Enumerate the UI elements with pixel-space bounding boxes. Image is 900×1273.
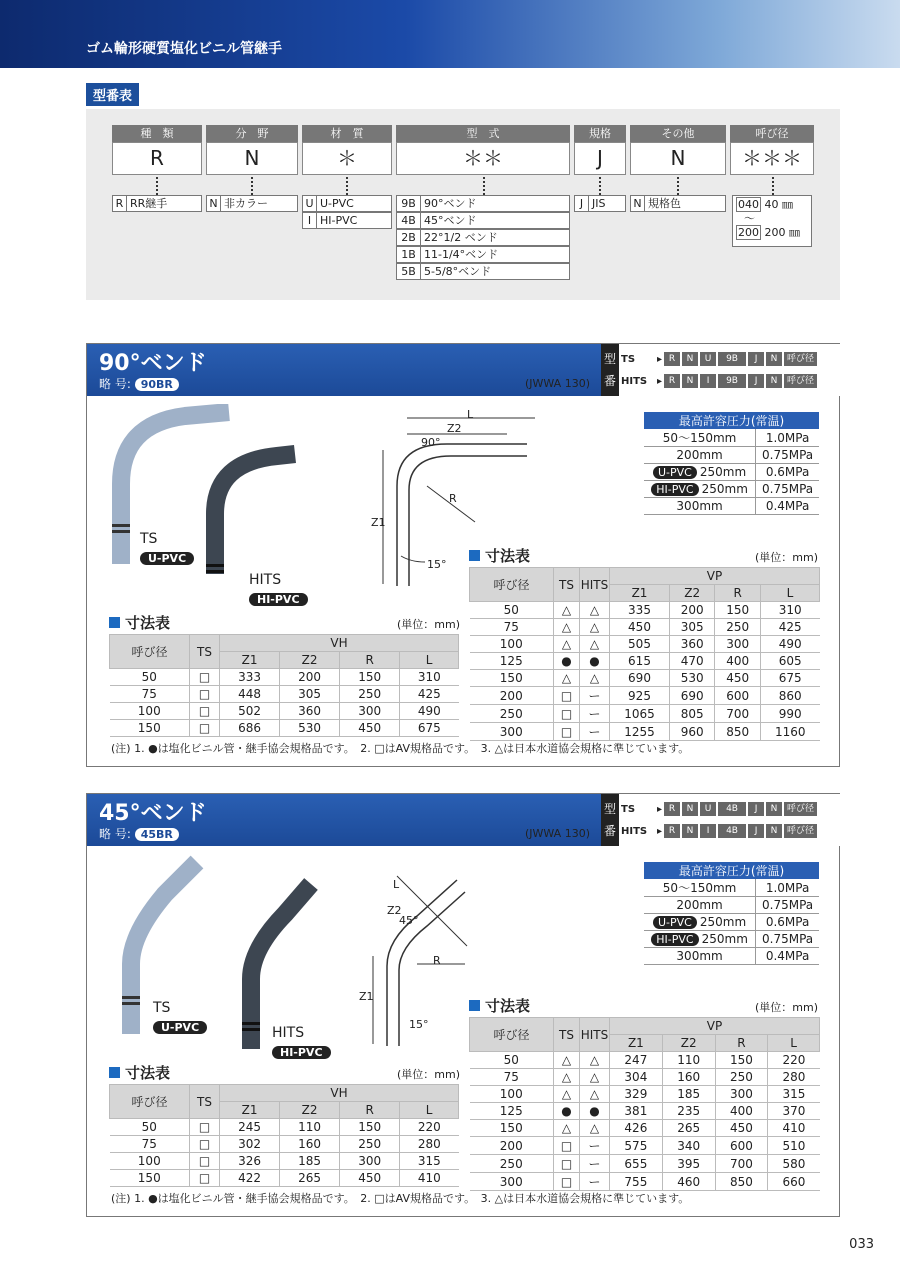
dim-angle-15: 15° (427, 558, 447, 571)
table-cell: 250 (715, 619, 760, 636)
table-cell: 410 (768, 1120, 820, 1137)
table-cell: 600 (715, 1137, 768, 1155)
table-row (110, 1119, 459, 1136)
table-cell: △ (554, 619, 580, 636)
table-cell: 450 (715, 1120, 768, 1137)
table-cell: 450 (715, 670, 760, 687)
table-cell: 329 (610, 1086, 663, 1103)
table-cell: 400 (715, 653, 760, 670)
table-cell: 300 (715, 636, 760, 653)
table-cell: □ (190, 669, 220, 686)
table-cell: 150 (715, 1052, 768, 1069)
table-cell: 850 (715, 723, 760, 741)
table-cell: 310 (760, 602, 819, 619)
table-row (470, 1137, 820, 1155)
model-code-row: TS ▸ R N U 4B J N 呼び径 (621, 800, 817, 818)
model-header: 材 質 (302, 125, 392, 142)
model-value: ＊ (302, 142, 392, 175)
table-cell: 280 (400, 1136, 459, 1153)
table-cell: □ (190, 703, 220, 720)
card-title: 90°ベンド (99, 351, 207, 376)
table-cell: 1065 (610, 705, 670, 723)
table-cell: △ (580, 1120, 610, 1137)
table-cell: 505 (610, 636, 670, 653)
table-cell: ● (580, 653, 610, 670)
table-cell: 426 (610, 1120, 663, 1137)
table-cell: □ (190, 1170, 220, 1187)
table-row (470, 653, 820, 670)
table-cell: 250 (340, 1136, 400, 1153)
table-cell: 220 (400, 1119, 459, 1136)
model-code-row: HITS ▸ R N I 4B J N 呼び径 (621, 822, 817, 840)
kata-label: 型 番 (601, 794, 619, 846)
model-value: ＊＊＊ (730, 142, 814, 175)
page-number: 033 (849, 1237, 874, 1252)
table-cell: 690 (670, 687, 715, 705)
table-cell: 805 (670, 705, 715, 723)
vp-unit: (単位：mm) (755, 1001, 819, 1014)
table-cell: 50 (110, 1119, 190, 1136)
table-cell: 381 (610, 1103, 663, 1120)
table-cell: 315 (768, 1086, 820, 1103)
table-cell: 410 (400, 1170, 459, 1187)
table-cell: □ (190, 720, 220, 737)
table-cell: 250 (470, 1155, 554, 1173)
table-row (470, 1173, 820, 1191)
table-cell: 160 (280, 1136, 340, 1153)
table-cell: □ (190, 686, 220, 703)
table-cell: 280 (768, 1069, 820, 1086)
ts-material-badge: U-PVC (140, 552, 194, 565)
standard-label: (JWWA 130) (525, 827, 590, 840)
material-option: I HI-PVC (302, 212, 392, 229)
ts-material-badge: U-PVC (153, 1021, 207, 1034)
table-cell: 200 (280, 669, 340, 686)
table-cell: 150 (715, 602, 760, 619)
table-cell: 150 (470, 670, 554, 687)
table-cell: 370 (768, 1103, 820, 1120)
table-cell: 125 (470, 1103, 554, 1120)
table-cell: 220 (768, 1052, 820, 1069)
abbreviation: 略 号: 90BR (99, 375, 179, 392)
table-cell: 160 (662, 1069, 715, 1086)
other-option: N 規格色 (630, 195, 726, 212)
table-cell: □ (190, 1136, 220, 1153)
dim-angle-15: 15° (409, 1018, 429, 1031)
hits-label: HITS (272, 1025, 305, 1041)
table-cell: △ (580, 619, 610, 636)
table-cell: △ (554, 1086, 580, 1103)
table-cell: 333 (220, 669, 280, 686)
model-value: J (574, 142, 626, 175)
vh-section-title: 寸法表 (109, 1062, 170, 1083)
table-cell: ● (580, 1103, 610, 1120)
dim-Z2: Z2 (387, 904, 402, 917)
footnote: (注) 1. ●は塩化ビニル管・継手協会規格品です。 2. □はAV規格品です。 3. △は日本水道協会規格に準じています。 (111, 1192, 690, 1205)
table-cell: ー (580, 723, 610, 741)
table-cell: 150 (110, 1170, 190, 1187)
table-cell: 340 (662, 1137, 715, 1155)
table-row (110, 1136, 459, 1153)
table-cell: △ (554, 1069, 580, 1086)
connector-dots (772, 177, 774, 195)
dim-Z2: Z2 (447, 422, 462, 435)
abbreviation: 略 号: 45BR (99, 825, 179, 842)
table-cell: 50 (110, 669, 190, 686)
table-row (110, 1153, 459, 1170)
page-header (0, 0, 900, 68)
table-cell: 235 (662, 1103, 715, 1120)
connector-dots (599, 177, 601, 195)
table-cell: 100 (470, 636, 554, 653)
table-cell: 326 (220, 1153, 280, 1170)
model-value: ＊＊ (396, 142, 570, 175)
table-cell: ● (554, 1103, 580, 1120)
model-code-row: HITS ▸ R N I 9B J N 呼び径 (621, 372, 817, 390)
table-cell: 100 (110, 703, 190, 720)
table-cell: 310 (400, 669, 459, 686)
table-cell: 100 (470, 1086, 554, 1103)
model-table-tag: 型番表 (86, 83, 139, 106)
table-cell: ● (554, 653, 580, 670)
dim-L: L (393, 878, 400, 891)
ts-label: TS (153, 1000, 171, 1016)
table-cell: △ (580, 1069, 610, 1086)
hits-label: HITS (249, 572, 282, 588)
table-cell: 75 (110, 686, 190, 703)
table-cell: 50 (470, 602, 554, 619)
table-cell: 450 (340, 1170, 400, 1187)
table-cell: 360 (670, 636, 715, 653)
type-option: 1B 11-1/4°ベンド (396, 246, 570, 263)
table-row (470, 619, 820, 636)
table-cell: 265 (280, 1170, 340, 1187)
table-cell: 300 (340, 703, 400, 720)
table-cell: 422 (220, 1170, 280, 1187)
table-cell: △ (554, 636, 580, 653)
vh-unit: (単位：mm) (397, 618, 461, 631)
table-cell: 580 (768, 1155, 820, 1173)
table-cell: △ (554, 602, 580, 619)
model-header: 呼び径 (730, 125, 814, 142)
table-cell: 990 (760, 705, 819, 723)
dim-R: R (449, 492, 457, 505)
card-title-bar (87, 344, 601, 396)
vp-section-title: 寸法表 (469, 995, 530, 1016)
table-cell: 660 (768, 1173, 820, 1191)
hits-material-badge: HI-PVC (249, 593, 308, 606)
field-option: N 非カラー (206, 195, 298, 212)
table-cell: 360 (280, 703, 340, 720)
pressure-table: 最高許容圧力(常温) 50～150mm 1.0MPa 200mm 0.75MPa U-PVC 250mm 0.6MPa HI-PVC 250mm 0.75MPa 300mm 0.4MPa (644, 412, 819, 515)
table-row (470, 705, 820, 723)
table-cell: 200 (670, 602, 715, 619)
table-cell: 75 (470, 1069, 554, 1086)
dim-R: R (433, 954, 441, 967)
table-cell: □ (554, 1137, 580, 1155)
table-row (470, 723, 820, 741)
table-cell: 490 (400, 703, 459, 720)
table-cell: 245 (220, 1119, 280, 1136)
vp-table-body (470, 1052, 820, 1191)
vp-table-body (470, 602, 820, 741)
table-cell: 530 (280, 720, 340, 737)
table-cell: △ (554, 1052, 580, 1069)
dim-angle: 45° (399, 914, 419, 927)
table-cell: 675 (400, 720, 459, 737)
table-row (470, 687, 820, 705)
vp-table: 呼び径 TS HITS VP Z1 Z2 R L 50 △ △ 335 200 150 310 75 △ △ 450 305 250 425 100 △ △ 505 360 300 490 125 ● ● 615 470 400 605 150 △ △ 690 530 450 675 200 □ ー 925 690 600 860 250 □ ー 1065 805 700 990 300 □ ー 1255 960 850 1160 (469, 567, 820, 741)
table-cell: 450 (340, 720, 400, 737)
table-cell: 460 (662, 1173, 715, 1191)
model-header: 種 類 (112, 125, 202, 142)
table-cell: 75 (110, 1136, 190, 1153)
bend-90-card (86, 343, 840, 767)
model-codes (601, 344, 841, 396)
table-cell: □ (554, 705, 580, 723)
dim-L: L (467, 408, 474, 421)
table-cell: 860 (760, 687, 819, 705)
table-cell: 686 (220, 720, 280, 737)
table-cell: ー (580, 1137, 610, 1155)
card-title: 45°ベンド (99, 801, 207, 826)
table-cell: ー (580, 687, 610, 705)
connector-dots (346, 177, 348, 195)
model-header: 分 野 (206, 125, 298, 142)
standard-label: (JWWA 130) (525, 377, 590, 390)
table-cell: 925 (610, 687, 670, 705)
table-cell: 675 (760, 670, 819, 687)
type-option: 5B 5-5/8°ベンド (396, 263, 570, 280)
table-cell: 470 (670, 653, 715, 670)
card-title-bar (87, 794, 601, 846)
table-cell: 150 (470, 1120, 554, 1137)
table-cell: 185 (280, 1153, 340, 1170)
pipe-photos (105, 404, 315, 604)
table-cell: 200 (470, 1137, 554, 1155)
table-row (470, 670, 820, 687)
model-header: 規格 (574, 125, 626, 142)
table-cell: 395 (662, 1155, 715, 1173)
vh-table-body (110, 1119, 459, 1187)
table-cell: 247 (610, 1052, 663, 1069)
table-cell: △ (580, 602, 610, 619)
table-cell: 150 (340, 669, 400, 686)
table-cell: △ (554, 1120, 580, 1137)
table-cell: 305 (670, 619, 715, 636)
table-cell: □ (554, 1173, 580, 1191)
table-cell: 335 (610, 602, 670, 619)
table-cell: 75 (470, 619, 554, 636)
connector-dots (156, 177, 158, 195)
table-cell: △ (580, 636, 610, 653)
table-cell: 510 (768, 1137, 820, 1155)
kata-label: 型 番 (601, 344, 619, 396)
table-cell: 450 (610, 619, 670, 636)
hits-material-badge: HI-PVC (272, 1046, 331, 1059)
table-cell: 185 (662, 1086, 715, 1103)
connector-dots (677, 177, 679, 195)
table-cell: △ (554, 670, 580, 687)
table-row (470, 1052, 820, 1069)
table-cell: △ (580, 670, 610, 687)
table-cell: □ (554, 1155, 580, 1173)
table-cell: 655 (610, 1155, 663, 1173)
table-cell: 850 (715, 1173, 768, 1191)
table-cell: 600 (715, 687, 760, 705)
table-cell: 448 (220, 686, 280, 703)
table-row (470, 1069, 820, 1086)
table-cell: 755 (610, 1173, 663, 1191)
model-header: その他 (630, 125, 726, 142)
vh-section-title: 寸法表 (109, 612, 170, 633)
model-value: R (112, 142, 202, 175)
pipe-photos (105, 854, 325, 1054)
table-row (470, 1086, 820, 1103)
type-option: 2B 22°1/2 ベンド (396, 229, 570, 246)
dim-angle: 90° (421, 436, 441, 449)
ts-label: TS (140, 531, 158, 547)
table-row (470, 636, 820, 653)
standard-option: J JIS (574, 195, 626, 212)
table-cell: 150 (340, 1119, 400, 1136)
table-cell: ー (580, 1173, 610, 1191)
table-cell: 302 (220, 1136, 280, 1153)
table-cell: △ (580, 1052, 610, 1069)
table-cell: 315 (400, 1153, 459, 1170)
table-cell: 615 (610, 653, 670, 670)
model-value: N (206, 142, 298, 175)
table-cell: ー (580, 705, 610, 723)
dim-Z1: Z1 (371, 516, 386, 529)
table-cell: 700 (715, 705, 760, 723)
table-cell: 700 (715, 1155, 768, 1173)
table-cell: △ (580, 1086, 610, 1103)
vh-table: 呼び径 TS VH Z1 Z2 R L 50 □ 245 110 150 220 75 □ 302 160 250 280 100 □ 326 185 300 315 150 □ 422 265 450 410 (109, 1084, 459, 1187)
table-cell: 425 (400, 686, 459, 703)
table-cell: □ (554, 723, 580, 741)
table-cell: 200 (470, 687, 554, 705)
size-option: 040 40 ㎜ ～ 200 200 ㎜ (732, 195, 812, 247)
table-cell: 1160 (760, 723, 819, 741)
table-cell: 305 (280, 686, 340, 703)
vh-table-body (110, 669, 459, 737)
table-cell: 1255 (610, 723, 670, 741)
table-cell: 250 (470, 705, 554, 723)
table-cell: 425 (760, 619, 819, 636)
vh-unit: (単位：mm) (397, 1068, 461, 1081)
table-row (470, 1155, 820, 1173)
table-cell: 575 (610, 1137, 663, 1155)
table-row (470, 1103, 820, 1120)
table-cell: 304 (610, 1069, 663, 1086)
connector-dots (251, 177, 253, 195)
table-cell: □ (190, 1153, 220, 1170)
model-header: 型 式 (396, 125, 570, 142)
table-row (470, 1120, 820, 1137)
table-cell: 490 (760, 636, 819, 653)
kind-option: R RR継手 (112, 195, 202, 212)
table-cell: 530 (670, 670, 715, 687)
table-cell: 250 (715, 1069, 768, 1086)
table-cell: 960 (670, 723, 715, 741)
table-cell: 300 (470, 1173, 554, 1191)
table-row (110, 720, 459, 737)
table-cell: 50 (470, 1052, 554, 1069)
material-option: U U-PVC (302, 195, 392, 212)
model-number-table (86, 109, 840, 300)
pressure-table: 最高許容圧力(常温) 50～150mm 1.0MPa 200mm 0.75MPa U-PVC 250mm 0.6MPa HI-PVC 250mm 0.75MPa 300mm 0.4MPa (644, 862, 819, 965)
vp-section-title: 寸法表 (469, 545, 530, 566)
table-cell: 605 (760, 653, 819, 670)
model-value: N (630, 142, 726, 175)
page-header-title: ゴム輪形硬質塩化ビニル管継手 (86, 41, 282, 57)
table-cell: □ (190, 1119, 220, 1136)
connector-dots (483, 177, 485, 195)
footnote: (注) 1. ●は塩化ビニル管・継手協会規格品です。 2. □はAV規格品です。 3. △は日本水道協会規格に準じています。 (111, 742, 690, 755)
table-cell: 265 (662, 1120, 715, 1137)
vh-table: 呼び径 TS VH Z1 Z2 R L 50 □ 333 200 150 310 75 □ 448 305 250 425 100 □ 502 360 300 490 150 □ 686 530 450 675 (109, 634, 459, 737)
table-cell: 250 (340, 686, 400, 703)
table-cell: ー (580, 1155, 610, 1173)
table-cell: 690 (610, 670, 670, 687)
table-cell: 125 (470, 653, 554, 670)
table-cell: 110 (280, 1119, 340, 1136)
dim-Z1: Z1 (359, 990, 374, 1003)
table-cell: 502 (220, 703, 280, 720)
table-cell: 100 (110, 1153, 190, 1170)
table-cell: 110 (662, 1052, 715, 1069)
table-cell: 300 (340, 1153, 400, 1170)
vp-table: 呼び径 TS HITS VP Z1 Z2 R L 50 △ △ 247 110 150 220 75 △ △ 304 160 250 280 100 △ △ 329 185 300 315 125 ● ● 381 235 400 370 150 △ △ 426 265 450 410 200 □ ー 575 340 600 510 250 □ ー 655 395 700 580 300 □ ー 755 460 850 660 (469, 1017, 820, 1191)
table-row (110, 1170, 459, 1187)
table-row (110, 669, 459, 686)
type-option: 9B 90°ベンド (396, 195, 570, 212)
model-codes (601, 794, 841, 846)
table-row (470, 602, 820, 619)
table-row (110, 686, 459, 703)
table-cell: □ (554, 687, 580, 705)
vp-unit: (単位：mm) (755, 551, 819, 564)
model-code-row: TS ▸ R N U 9B J N 呼び径 (621, 350, 817, 368)
type-option: 4B 45°ベンド (396, 212, 570, 229)
bend-45-card (86, 793, 840, 1217)
table-cell: 300 (470, 723, 554, 741)
table-cell: 400 (715, 1103, 768, 1120)
table-row (110, 703, 459, 720)
table-cell: 300 (715, 1086, 768, 1103)
table-cell: 150 (110, 720, 190, 737)
